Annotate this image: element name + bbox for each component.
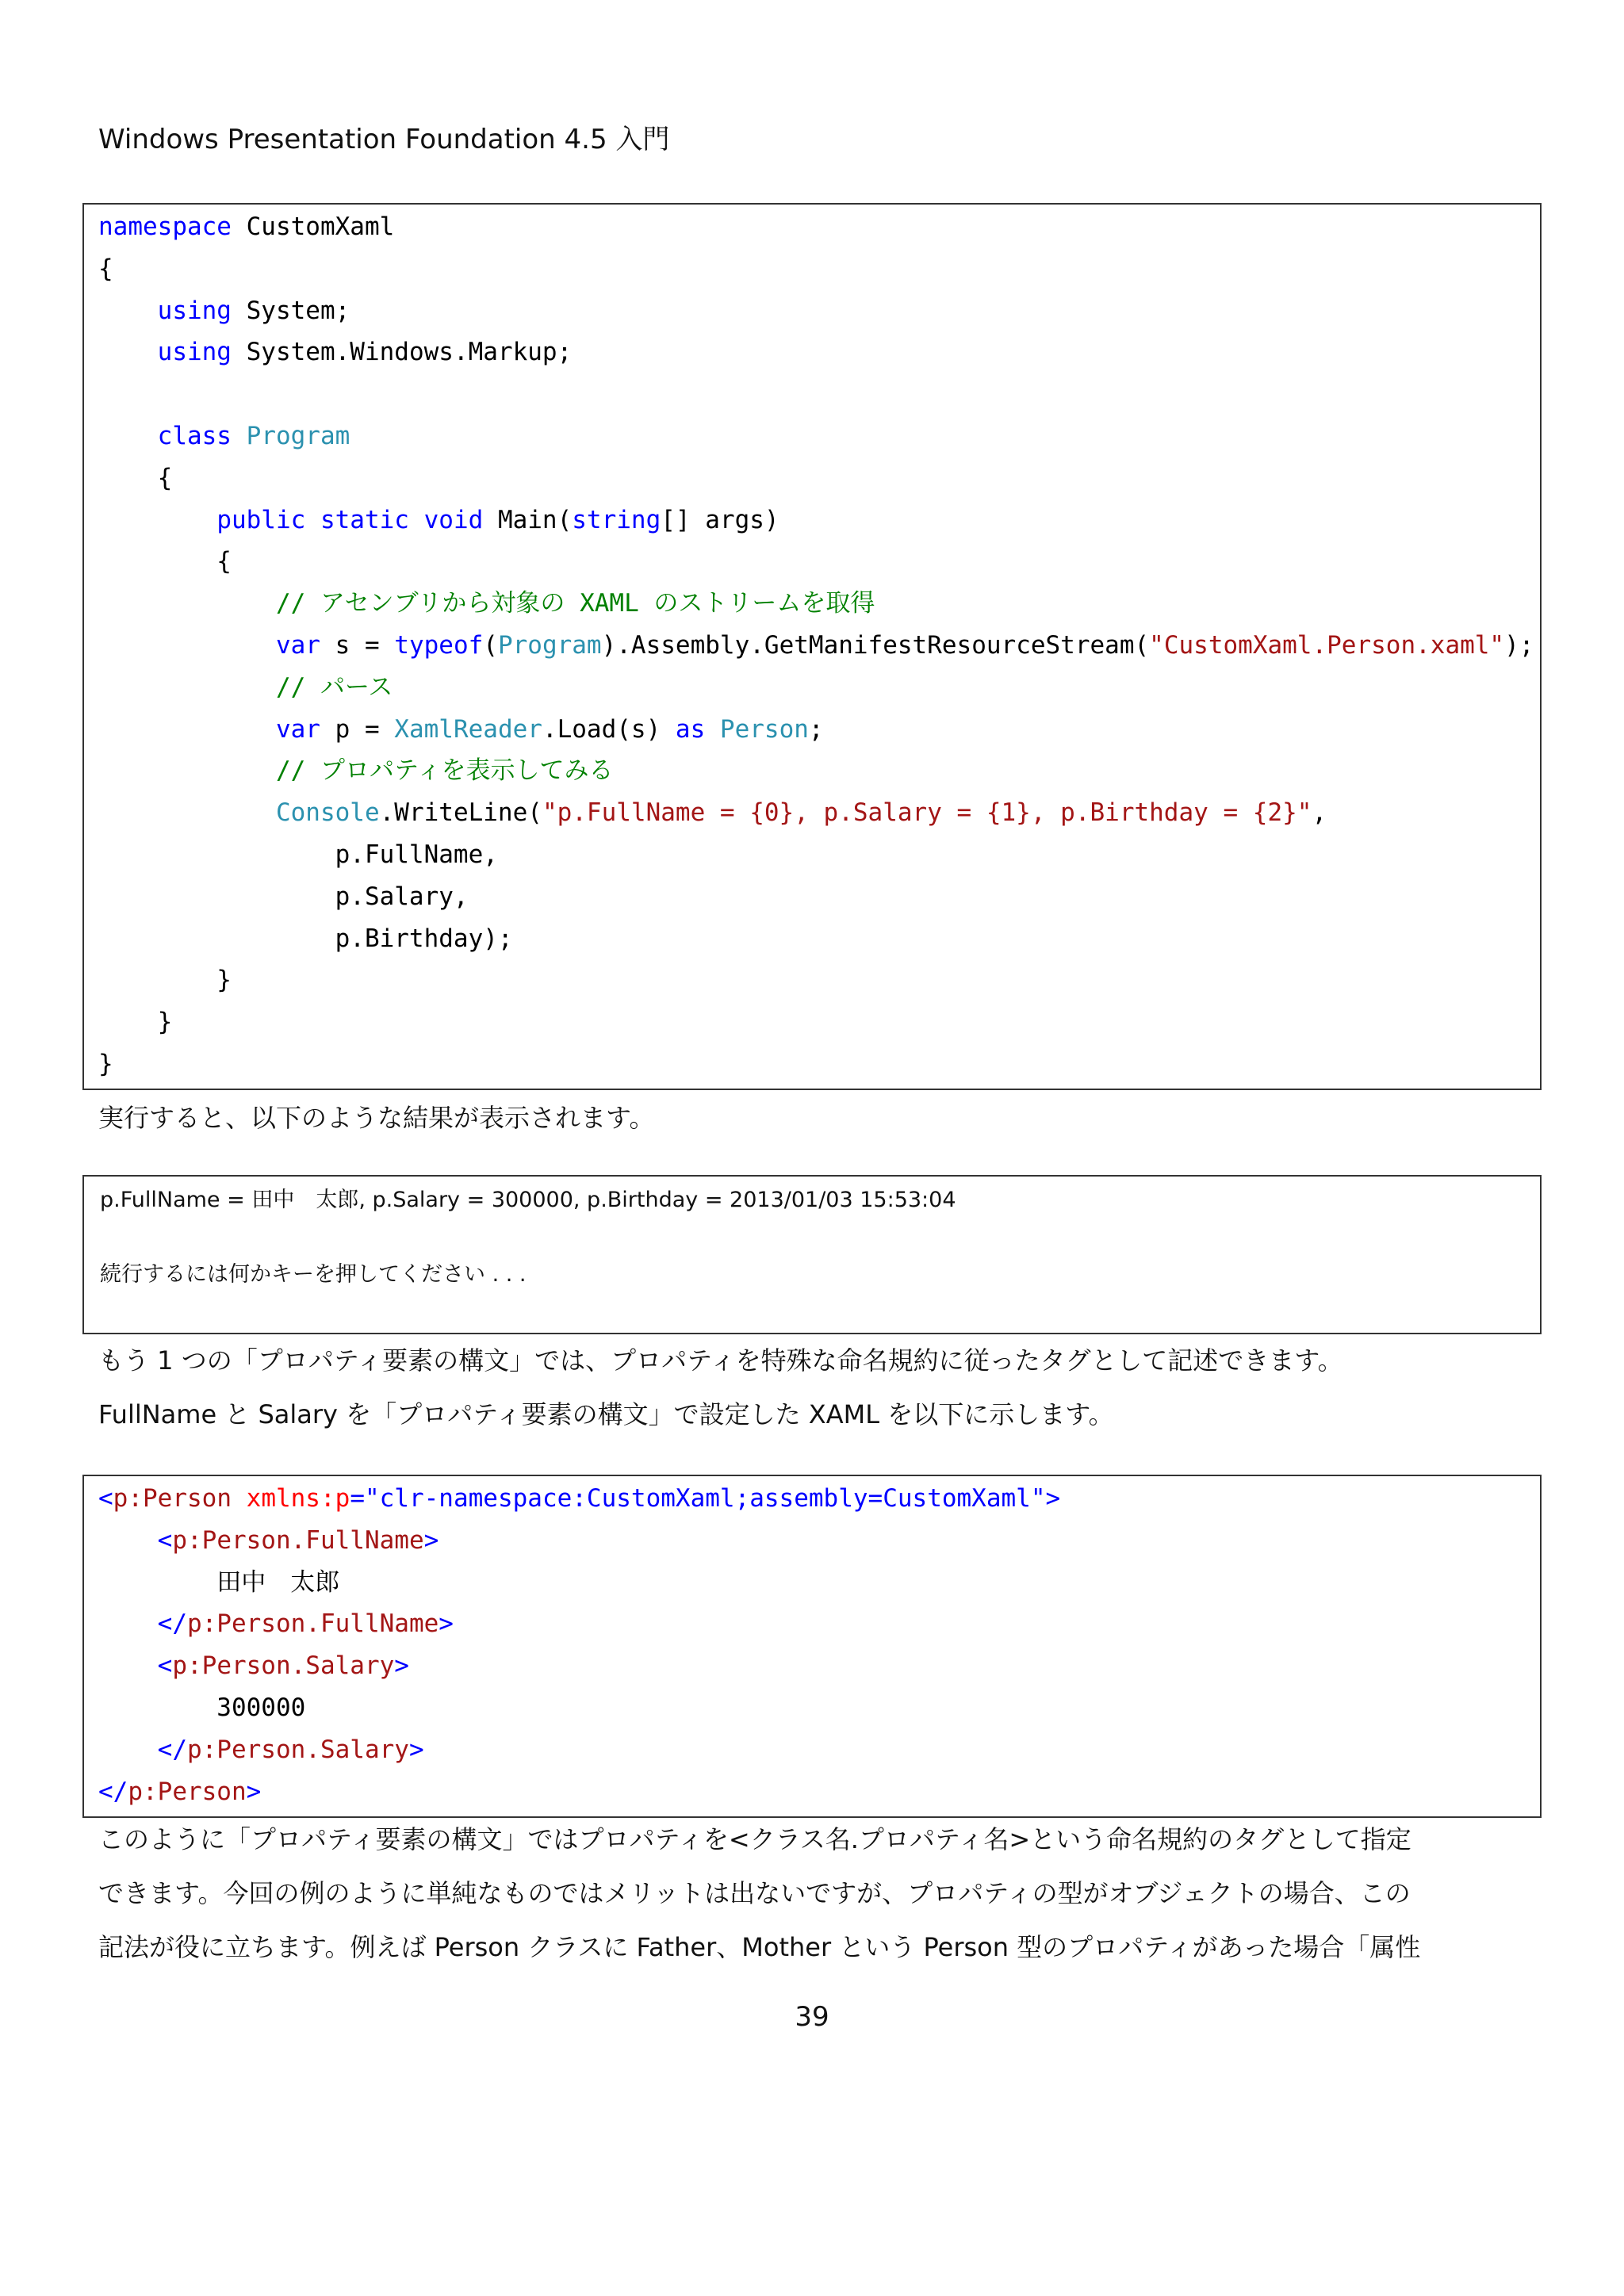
code-token: p:Person: [113, 1484, 232, 1513]
code-token: [98, 1609, 158, 1638]
code-line: [98, 839, 498, 871]
code-token: // パース: [275, 672, 393, 702]
code-token: [98, 1526, 158, 1555]
code-line: [98, 797, 1327, 828]
code-token: [232, 422, 247, 450]
code-line: [98, 295, 350, 327]
page-header: Windows Presentation Foundation 4.5 入門: [98, 124, 670, 155]
code-token: {: [98, 254, 113, 283]
code-line: [98, 336, 572, 368]
code-line: [98, 672, 393, 703]
code-token: .Load(s): [542, 714, 676, 744]
code-line: [98, 1483, 1060, 1514]
code-line: [98, 923, 513, 955]
code-line: [98, 1567, 339, 1598]
code-token: System.Windows.Markup;: [231, 338, 573, 367]
code-line: [98, 1776, 261, 1808]
code-token: using: [157, 296, 232, 325]
code-token: }: [98, 1008, 173, 1037]
code-token: <: [98, 1484, 113, 1513]
code-token: );: [1504, 631, 1534, 660]
code-line: [98, 964, 232, 996]
body-paragraph-line: できます。今回の例のように単純なものではメリットは出ないですが、プロパティの型がオブジェクトの場合、この: [98, 1878, 1411, 1908]
code-line: [98, 1525, 439, 1556]
code-token: ).Assembly.GetManifestResourceStream(: [601, 631, 1150, 660]
code-token: 300000: [98, 1693, 306, 1722]
xaml-code-block: [82, 1475, 1542, 1818]
code-token: public: [216, 505, 306, 534]
code-token: // プロパティを表示してみる: [275, 756, 614, 786]
code-token: <: [157, 1525, 173, 1555]
code-line: [98, 587, 875, 619]
code-token: >: [408, 1735, 424, 1764]
code-token: </: [157, 1735, 187, 1764]
code-token: [98, 1735, 158, 1764]
code-token: [] args): [661, 505, 779, 534]
csharp-code-block: [82, 203, 1542, 1090]
code-token: p =: [320, 714, 395, 744]
code-token: Program: [246, 422, 350, 450]
code-token: ,: [1312, 798, 1327, 828]
code-token: System;: [231, 296, 350, 325]
code-token: [98, 631, 276, 660]
code-token: typeof: [394, 631, 484, 660]
code-line: [98, 1608, 454, 1640]
code-line: [98, 755, 613, 786]
code-token: xmlns:p: [246, 1484, 350, 1513]
code-token: >: [439, 1609, 454, 1639]
code-token: "p.FullName = {0}, p.Salary = {1}, p.Birthday = {2}": [542, 798, 1312, 828]
body-paragraph-line: FullName と Salary を「プロパティ要素の構文」で設定した XAML を以下に示します。: [98, 1399, 1114, 1429]
code-token: string: [572, 505, 661, 534]
code-token: p:Person.Salary: [172, 1651, 395, 1681]
code-token: <: [157, 1651, 173, 1681]
code-token: [98, 798, 276, 827]
code-token: p.Birthday);: [98, 924, 513, 953]
console-output-line: 続行するには何かキーを押してください . . .: [100, 1262, 527, 1287]
code-token: [232, 1484, 247, 1513]
code-token: class: [157, 422, 232, 450]
code-line: [98, 253, 113, 285]
code-token: [98, 715, 276, 744]
code-token: (: [483, 631, 498, 660]
code-token: [98, 1651, 158, 1680]
code-token: }: [98, 1050, 113, 1078]
code-line: [98, 504, 779, 536]
code-line: [98, 1006, 172, 1038]
code-token: using: [157, 338, 232, 367]
code-token: [98, 422, 158, 450]
code-token: [98, 297, 158, 325]
code-token: ="clr-namespace:CustomXaml;assembly=CustomXaml">: [350, 1484, 1061, 1513]
code-token: [98, 756, 276, 785]
code-token: namespace: [98, 212, 232, 241]
code-line: [98, 1692, 305, 1724]
code-token: static: [320, 505, 409, 534]
code-token: ;: [808, 714, 824, 744]
code-token: [409, 506, 424, 534]
code-line: [98, 629, 1534, 661]
console-output-block: [82, 1175, 1542, 1334]
body-paragraph-line: このように「プロパティ要素の構文」ではプロパティを<クラス名.プロパティ名>という命名規約のタグとして指定: [98, 1824, 1411, 1854]
code-line: [98, 462, 172, 494]
code-token: void: [423, 505, 484, 534]
code-token: p:Person.Salary: [186, 1735, 409, 1764]
code-token: [705, 715, 720, 744]
code-line: [98, 545, 232, 577]
code-token: 田中 太郎: [98, 1567, 340, 1597]
code-token: // アセンブリから対象の XAML のストリームを取得: [275, 589, 875, 618]
code-token: p:Person: [128, 1777, 247, 1806]
code-token: var: [275, 631, 320, 660]
code-line: [98, 1650, 409, 1682]
code-token: [98, 673, 276, 702]
code-token: >: [246, 1777, 262, 1806]
code-token: {: [98, 547, 232, 576]
code-token: as: [675, 714, 706, 744]
code-token: Main(: [483, 505, 573, 534]
code-line: [98, 420, 350, 452]
code-token: Program: [497, 631, 602, 660]
code-token: [98, 506, 216, 534]
body-paragraph-line: もう 1 つの「プロパティ要素の構文」では、プロパティを特殊な命名規約に従ったタグとして記述できます。: [98, 1345, 1343, 1376]
code-token: {: [98, 463, 173, 492]
body-paragraph-line: 記法が役に立ちます。例えば Person クラスに Father、Mother という Person 型のプロパティがあった場合「属性: [98, 1932, 1421, 1962]
code-token: >: [394, 1651, 409, 1681]
code-token: }: [98, 966, 232, 995]
code-token: CustomXaml: [231, 212, 395, 241]
code-token: Console: [275, 798, 380, 828]
code-token: s =: [320, 631, 395, 660]
code-line: [98, 211, 394, 243]
code-token: .WriteLine(: [379, 798, 542, 828]
code-token: Person: [719, 714, 809, 744]
code-token: var: [275, 714, 320, 744]
code-token: "CustomXaml.Person.xaml": [1149, 631, 1505, 660]
result-intro-text: 実行すると、以下のような結果が表示されます。: [98, 1103, 655, 1133]
code-line: [98, 881, 469, 913]
code-token: >: [423, 1525, 439, 1555]
code-token: </: [157, 1609, 187, 1639]
code-token: [98, 589, 276, 618]
code-token: XamlReader: [394, 714, 542, 744]
code-line: [98, 1734, 424, 1766]
code-token: [98, 338, 158, 366]
console-output-line: p.FullName = 田中 太郎, p.Salary = 300000, p.Birthday = 2013/01/03 15:53:04: [100, 1188, 956, 1212]
code-line: [98, 1048, 113, 1080]
page-number: 39: [795, 2001, 829, 2033]
code-token: p:Person.FullName: [172, 1525, 424, 1555]
code-line: [98, 714, 824, 745]
code-token: p:Person.FullName: [186, 1609, 439, 1639]
code-token: p.FullName,: [98, 840, 498, 869]
code-token: </: [98, 1777, 128, 1806]
code-token: p.Salary,: [98, 882, 469, 911]
code-token: [305, 506, 320, 534]
